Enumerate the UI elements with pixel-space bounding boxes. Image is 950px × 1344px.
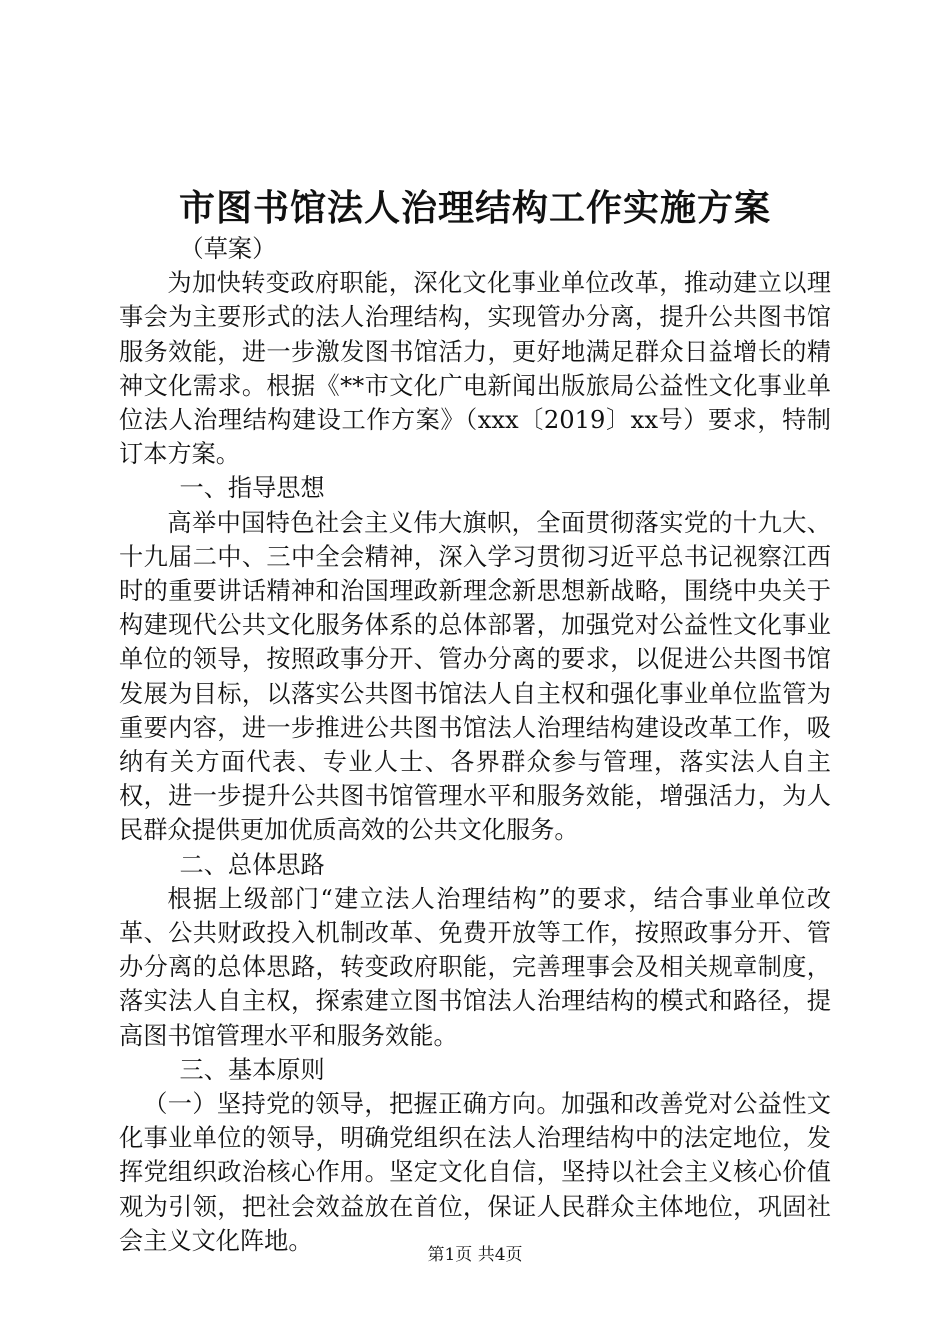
heading-guiding-ideology: 一、指导思想 <box>179 474 325 503</box>
paragraph-overall-approach: 根据上级部门“建立法人治理结构”的要求，结合事业单位改革、公共财政投入机制改革、免费开放等工作，按照政事分开、管办分离的总体思路，转变政府职能，完善理事会及相关规章制度，落实法人自主权，探索建立图书馆法人治理结构的模式和路径，提高图书馆管理水平和服务效能。 <box>119 884 831 1050</box>
paragraph-guiding-ideology: 高举中国特色社会主义伟大旗帜，全面贯彻落实党的十九大、十九届二中、三中全会精神，深入学习贯彻习近平总书记视察江西时的重要讲话精神和治国理政新理念新思想新战略，围绕中央关于构建现代公共文化服务体系的总体部署，加强党对公益性文化事业单位的领导，按照政事分开、管办分离的要求，以促进公共图书馆发展为目标，以落实公共图书馆法人自主权和强化事业单位监管为重要内容，进一步推进公共图书馆法人治理结构建设改革工作，吸纳有关方面代表、专业人士、各界群众参与管理，落实法人自主权，进一步提升公共图书馆管理水平和服务效能，增强活力，为人民群众提供更加优质高效的公共文化服务。 <box>119 508 831 845</box>
paragraph-principle-1: （一）坚持党的领导，把握正确方向。加强和改善党对公益性文化事业单位的领导，明确党组织在法人治理结构中的法定地位，发挥党组织政治核心作用。坚定文化自信，坚持以社会主义核心价值观为引领，把社会效益放在首位，保证人民群众主体地位，巩固社会主义文化阵地。 <box>119 1090 831 1255</box>
heading-basic-principles: 三、基本原则 <box>179 1055 325 1084</box>
paragraph-intro: 为加快转变政府职能，深化文化事业单位改革，推动建立以理事会为主要形式的法人治理结构，实现管办分离，提升公共图书馆服务效能，进一步激发图书馆活力，更好地满足群众日益增长的精神文化需求。根据《**市文化广电新闻出版旅局公益性文化事业单位法人治理结构建设工作方案》（xxx〔2019〕xx号）要求，特制订本方案。 <box>119 269 831 469</box>
document-title: 市图书馆法人治理结构工作实施方案 <box>178 187 771 229</box>
document-subtitle: （草案） <box>179 235 277 263</box>
page-number: 第1页 共4页 <box>427 1245 523 1265</box>
document-body <box>119 232 831 1258</box>
heading-overall-approach: 二、总体思路 <box>179 850 325 879</box>
